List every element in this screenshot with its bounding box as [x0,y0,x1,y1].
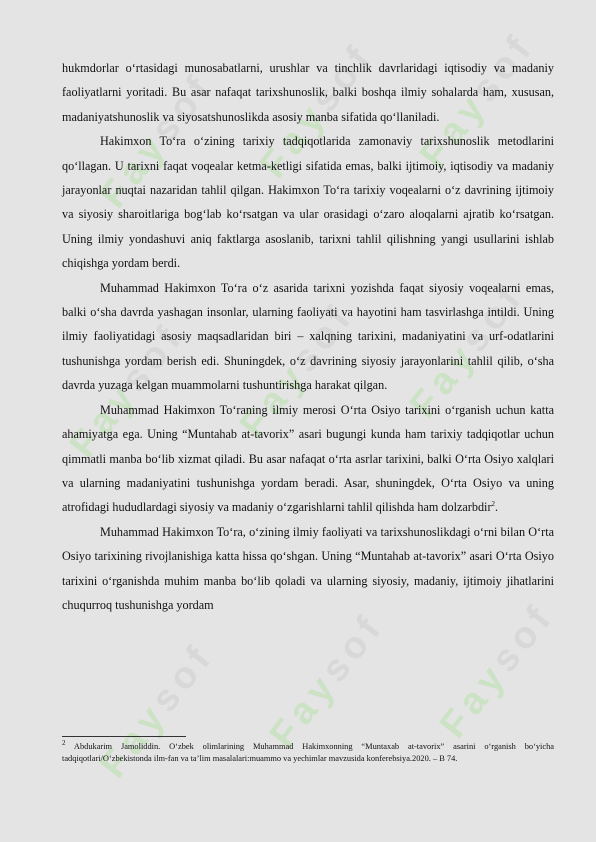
paragraph-with-footnote [62,398,554,520]
paragraph: hukmdorlar o‘rtasidagi munosabatlarni, urushlar va tinchlik davrlaridagi iqtisodiy va madaniy faoliyatlarni yoritadi. Bu asar nafaqat tarixshunoslik, balki boshqa ilmiy sohalarda ham, xususan, madaniyatshunoslik va siyosatshunoslikda asosiy manba sifatida qo‘llaniladi. [62,61,554,124]
watermark: Faysof [262,605,393,756]
paragraph-end: . [495,500,499,515]
footnote [62,741,554,764]
paragraph: Muhammad Hakimxon To‘ra, o‘zining ilmiy faoliyati va tarixshunoslikdagi o‘rni bilan O‘rta Osiyo tarixining rivojlanishiga katta hissa qo‘shgan. Uning “Muntahab at-tavorix” asari O‘rta Osiyo tarixini o‘rganishda muhim manba bo‘lib qoladi va ularning siyosiy, madaniy, ijtimoiy jihatlarini chuqurroq tushunishga yordam [62,524,554,612]
footnote-number: 2 [62,739,66,748]
paragraph: Muhammad Hakimxon To‘ra o‘z asarida tarixni yozishda faqat siyosiy voqealarni emas, balki o‘sha davrda yashagan insonlar, ularning faoliyati va hayotini ham tasvirlashga intildi. Uning ilmiy faoliyatidagi asosiy maqsadlaridan biri – xalqning tarixini, madaniyatini va urf-odatlarini tushunishga yordam berish edi. Shuningdek, o‘z davrining siyosiy jarayonlarini tahlil qilib, o‘sha davrda yuzaga kelgan muammolarni tushuntirishga harakat qilgan. [62,280,554,393]
footnote-reference[interactable]: 2 [491,500,495,509]
paragraph: Hakimxon To‘ra o‘zining tarixiy tadqiqotlarida zamonaviy tarixshunoslik metodlarini qo‘llagan. U tarixni faqat voqealar ketma-ketligi sifatida emas, balki ijtimoiy, iqtisodiy va madaniy jarayonlar nuqtai nazaridan tahlil qilgan. Hakimxon To‘ra tarixiy voqealarni o‘z davrining ijtimoiy va siyosiy sharoitlariga bog‘lab ko‘rsatgan va ular orasidagi o‘zaro aloqalarni ajratib ko‘rsatgan. Uning ilmiy yondashuvi aniq faktlarga asoslanib, tarixni tahlil qilishning yangi usullarini ishlab chiqishga yordam berdi. [62,134,554,271]
footnote-text: Abdukarim Jamoliddin. O‘zbek olimlarining Muhammad Hakimxonning “Muntaxab at-tavorix” asarini o‘rganish bo‘yicha tadqiqotlari/O‘zbekistonda ilm-fan va ta’lim masalalari:muammo va yechimlar mavzusida konferebsiya.2020. – B 74. [62,742,554,763]
watermark: Faysof [92,65,223,216]
document-body [62,56,554,617]
watermark: Faysof [232,295,363,446]
watermark: Faysof [402,275,533,426]
watermark: Faysof [252,35,383,186]
watermark: Faysof [432,595,563,746]
watermark: Faysof [92,635,223,786]
watermark: Faysof [412,25,543,176]
paragraph-text: Muhammad Hakimxon To‘raning ilmiy merosi O‘rta Osiyo tarixini o‘rganish uchun katta ahamiyatga ega. Uning “Muntahab at-tavorix” asari bugungi kunda ham tarixiy tadqiqotlar uchun qimmatli manba bo‘lib xizmat qiladi. Bu asar nafaqat o‘rta asrlar tarixini, balki O‘rta Osiyo xalqlari va ularning madaniyatini tushunishga yordam beradi. Asar, shuningdek, O‘rta Osiyo va uning atrofidagi hududlardagi siyosiy va madaniy o‘zgarishlarni tahlil qilishda ham dolzarbdir [62,402,554,515]
watermark: Faysof [62,315,193,466]
footnote-divider [62,736,186,737]
